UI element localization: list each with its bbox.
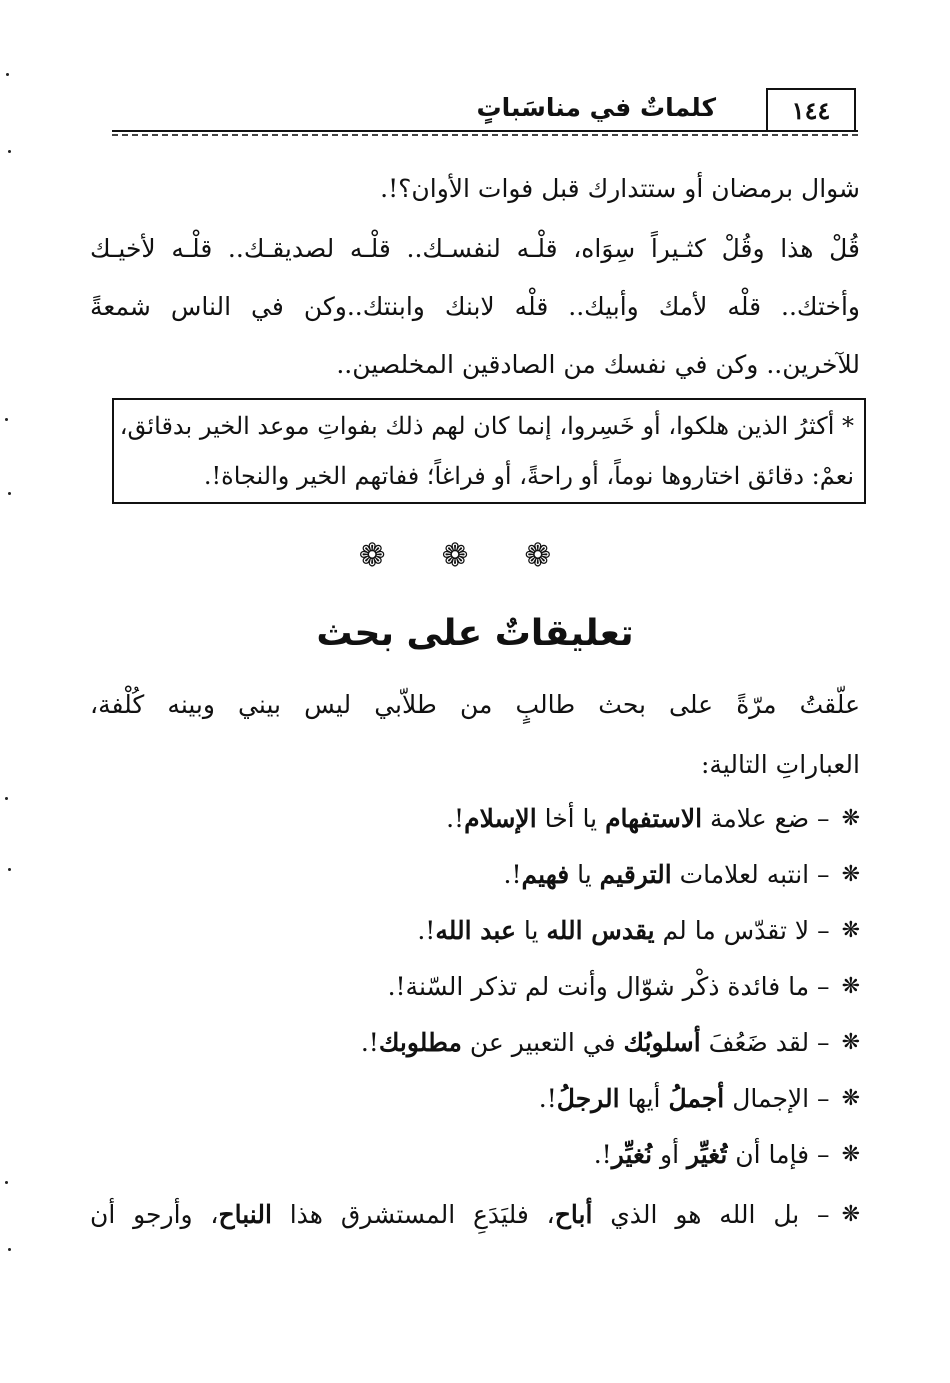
bullet-text	[90, 1198, 830, 1232]
bullet-phrase: – لقد ضَعُفَ	[700, 1028, 830, 1057]
note-line: نعمْ: دقائق اختاروها نوماً، أو راحةً، أو فراغاً؛ ففاتهم الخير والنجاة!.	[203, 462, 854, 490]
flower-ornament-icon: ❁	[524, 536, 592, 574]
flower-ornament-icon: ❁	[441, 536, 509, 574]
bullet-phrase: – فإما أن	[727, 1140, 830, 1169]
bullet-bold-phrase: مطلوبك	[378, 1028, 462, 1057]
page-number: ١٤٤	[766, 88, 856, 132]
bullet-bold-phrase: الترقيم	[599, 860, 672, 889]
margin-speck	[5, 1181, 8, 1184]
paragraph-line: وأختك.. قلْه لأمك وأبيك.. قلْه لابنك وابنتك..وكن في الناس شمعةً	[90, 292, 860, 321]
note-line: * أكثرُ الذين هلكوا، أو خَسِروا، إنما كان لهم ذلك بفواتِ موعد الخير بدقائق،	[119, 412, 854, 440]
margin-speck	[8, 492, 11, 495]
bullet-item	[90, 1198, 860, 1232]
bullet-text	[361, 1026, 830, 1060]
bullet-bold-phrase: نُغيِّر	[611, 1140, 653, 1169]
flower-ornament-icon: ❁	[358, 536, 426, 574]
bullet-star-icon: ❋	[841, 1086, 860, 1111]
bullet-star-icon: ❋	[841, 1030, 860, 1055]
bullet-phrase: – لا تقدّس ما لم	[654, 916, 830, 945]
bullet-item	[90, 1026, 860, 1060]
bullet-phrase: !.	[593, 1140, 612, 1169]
note-box	[112, 398, 866, 504]
section-title: تعليقاتٌ على بحث	[316, 613, 634, 654]
bullet-phrase: !.	[538, 1084, 557, 1113]
bullet-phrase: ، فليَدَعِ المستشرق هذا	[271, 1200, 555, 1229]
bullet-star-icon: ❋	[841, 862, 860, 887]
bullet-phrase: – الإجمال	[724, 1084, 830, 1113]
bullet-bold-phrase: أجملُ	[668, 1084, 725, 1113]
bullet-star-icon: ❋	[841, 918, 860, 943]
bullet-phrase: !.	[417, 916, 436, 945]
bullet-phrase: – بل الله هو الذي	[592, 1200, 830, 1229]
bullet-phrase: !.	[360, 1028, 379, 1057]
bullet-text	[539, 1082, 830, 1116]
bullet-phrase: يا	[569, 860, 600, 889]
bullet-bold-phrase: فهيم	[521, 860, 570, 889]
margin-speck	[5, 418, 8, 421]
bullet-star-icon: ❋	[841, 1202, 860, 1227]
bullet-phrase: في التعبير عن	[461, 1028, 624, 1057]
paragraph-line: شوال برمضان أو ستتدارك قبل فوات الأوان؟!.	[380, 174, 860, 203]
margin-speck	[5, 797, 8, 800]
bullet-phrase: أو	[652, 1140, 687, 1169]
bullet-text	[417, 914, 829, 948]
bullet-item	[90, 970, 860, 1004]
paragraph-line: قُلْ هذا وقُلْ كثـيراً سِوَاه، قلْـه لنفسـك.. قلْـه لصديقـك.. قلْـه لأخيـك	[90, 234, 860, 263]
intro-line: علّقتُ مرّةً على بحث طالبٍ من طلاّبي ليس بيني وبينه كُلْفة،	[90, 690, 860, 719]
bullet-bold-phrase: الرجلُ	[556, 1084, 620, 1113]
bullet-phrase: يا	[515, 916, 547, 945]
bullet-item	[90, 1138, 860, 1172]
bullet-text	[446, 802, 829, 836]
bullet-phrase: – ما فائدة ذكْر شوّال وأنت لم تذكر السّنة!.	[387, 972, 830, 1001]
bullet-star-icon: ❋	[841, 974, 860, 999]
bullet-bold-phrase: عبد الله	[435, 916, 516, 945]
section-separator	[0, 536, 950, 574]
intro-line: العباراتِ التالية:	[701, 750, 860, 779]
bullet-phrase: !.	[503, 860, 522, 889]
bullet-item	[90, 1082, 860, 1116]
bullet-bold-phrase: يقدس الله	[546, 916, 655, 945]
bullet-phrase: – ضع علامة	[702, 804, 830, 833]
bullet-bold-phrase: النباح	[218, 1200, 272, 1229]
bullet-item	[90, 802, 860, 836]
margin-speck	[8, 868, 11, 871]
bullet-bold-phrase: الإسلام	[464, 804, 537, 833]
bullet-bold-phrase: تُغيِّر	[686, 1140, 728, 1169]
bullet-phrase: أيها	[619, 1084, 669, 1113]
bullet-text	[594, 1138, 830, 1172]
bullet-phrase: – انتبه لعلامات	[671, 860, 830, 889]
bullet-star-icon: ❋	[841, 1142, 860, 1167]
margin-speck	[6, 73, 9, 76]
bullet-bold-phrase: الاستفهام	[605, 804, 703, 833]
header-rule	[112, 130, 858, 132]
page-header	[112, 86, 858, 134]
margin-speck	[8, 1248, 11, 1251]
header-rule-dashed	[112, 134, 858, 136]
bullet-item	[90, 914, 860, 948]
bullet-item	[90, 858, 860, 892]
bullet-bold-phrase: أباح	[554, 1200, 593, 1229]
bullet-bold-phrase: أسلوبُك	[623, 1028, 701, 1057]
margin-speck	[8, 150, 11, 153]
bullet-phrase: يا أخا	[536, 804, 606, 833]
bullet-star-icon: ❋	[841, 806, 860, 831]
running-title: كلماتٌ في مناسَباتٍ	[476, 93, 716, 122]
bullet-text	[388, 970, 830, 1004]
bullet-text	[504, 858, 830, 892]
bullet-phrase: ، وأرجو أن	[90, 1200, 219, 1229]
paragraph-line: للآخرين.. وكن في نفسك من الصادقين المخلصين..	[336, 350, 860, 379]
bullet-phrase: !.	[446, 804, 465, 833]
